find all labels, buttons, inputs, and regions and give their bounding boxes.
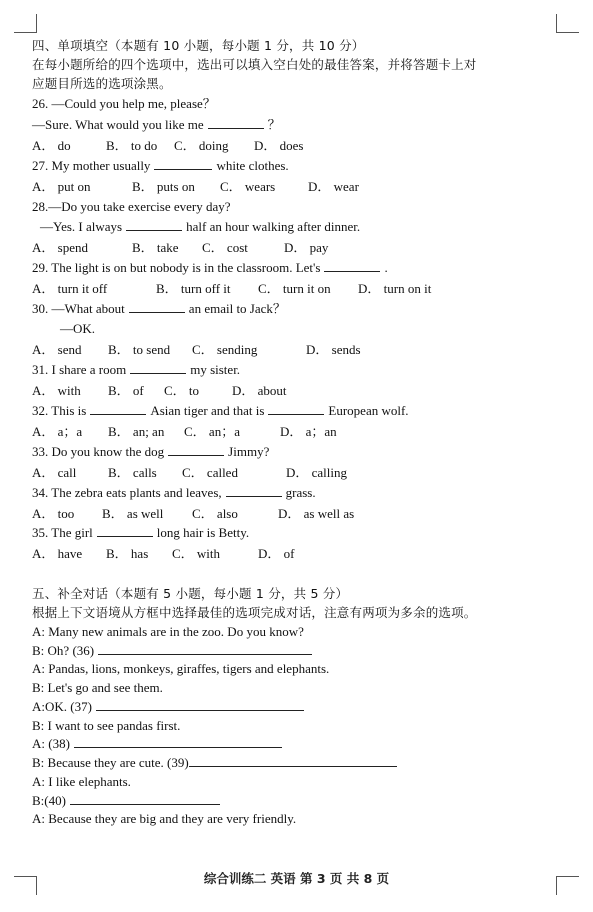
option-a[interactable]: A． send <box>32 342 82 357</box>
answer-blank[interactable] <box>268 403 324 415</box>
answer-blank[interactable] <box>130 362 186 374</box>
crop-mark-top-left <box>14 14 37 33</box>
option-b[interactable]: B． puts on <box>132 179 195 194</box>
q29-options <box>32 281 431 297</box>
q31-stem: 31. I share a room my sister. <box>32 362 241 377</box>
option-b[interactable]: B． to do <box>106 138 158 153</box>
q35-stem: 35. The girl long hair is Betty. <box>32 525 250 540</box>
dialogue-line-40: B:(40) <box>32 793 224 809</box>
answer-blank-36[interactable] <box>98 643 312 655</box>
option-c[interactable]: C． also <box>192 506 238 521</box>
q33-options <box>32 465 347 481</box>
q28-stem: 28.—Do you take exercise every day? <box>32 199 231 214</box>
q26-stem2: —Sure. What would you like me ？ <box>32 117 281 132</box>
q28-options <box>32 240 328 256</box>
option-c[interactable]: C． turn it on <box>258 281 331 296</box>
q33-stem: 33. Do you know the dog Jimmy? <box>32 444 270 459</box>
q30-stem2: —OK. <box>60 321 96 336</box>
option-d[interactable]: D． as well as <box>278 506 355 521</box>
option-d[interactable]: D． sends <box>306 342 361 357</box>
answer-blank[interactable] <box>226 485 282 497</box>
answer-blank[interactable] <box>168 444 224 456</box>
answer-blank-37[interactable] <box>96 699 304 711</box>
option-d[interactable]: D． of <box>258 546 295 561</box>
option-d[interactable]: D． wear <box>308 179 359 194</box>
option-c[interactable]: C． sending <box>192 342 258 357</box>
option-b[interactable]: B． turn off it <box>156 281 231 296</box>
dialogue-line: A: Pandas, lions, monkeys, giraffes, tigers and elephants. <box>32 661 330 676</box>
dialogue-line-38: A: (38) <box>32 736 286 752</box>
section4-instruction-1: 在每小题所给的四个选项中，选出可以填入空白处的最佳答案，并将答题卡上对 <box>32 57 477 72</box>
option-c[interactable]: C． to <box>164 383 200 398</box>
option-a[interactable]: A． put on <box>32 179 91 194</box>
q26-options <box>32 138 303 154</box>
option-a[interactable]: A． too <box>32 506 75 521</box>
dialogue-line: A: Many new animals are in the zoo. Do you know? <box>32 624 304 639</box>
answer-blank[interactable] <box>324 260 380 272</box>
q32-stem: 32. This is Asian tiger and that is European wolf. <box>32 403 409 418</box>
q29-stem: 29. The light is on but nobody is in the classroom. Let's . <box>32 260 388 275</box>
dialogue-line-37: A:OK. (37) <box>32 699 308 715</box>
answer-blank-40[interactable] <box>70 793 220 805</box>
answer-blank-39[interactable] <box>189 755 397 767</box>
option-a[interactable]: A． with <box>32 383 81 398</box>
dialogue-line: B: Let's go and see them. <box>32 680 163 695</box>
option-a[interactable]: A． turn it off <box>32 281 108 296</box>
option-a[interactable]: A． call <box>32 465 77 480</box>
answer-blank[interactable] <box>126 219 182 231</box>
option-d[interactable]: D． calling <box>286 465 348 480</box>
section4-heading: 四、单项填空（本题有 10 小题，每小题 1 分，共 10 分） <box>32 38 365 53</box>
section4-instruction-2: 应题目所选的选项涂黑。 <box>32 76 172 91</box>
q27-options <box>32 179 359 195</box>
dialogue-line-36: B: Oh? (36) <box>32 643 316 659</box>
option-b[interactable]: B． to send <box>108 342 171 357</box>
option-b[interactable]: B． of <box>108 383 144 398</box>
option-b[interactable]: B． take <box>132 240 179 255</box>
q30-options <box>32 342 361 358</box>
q30-stem: 30. —What about an email to Jack？ <box>32 301 286 316</box>
option-c[interactable]: C． an；a <box>184 424 240 439</box>
dialogue-line-39: B: Because they are cute. (39) <box>32 755 401 771</box>
option-c[interactable]: C． with <box>172 546 221 561</box>
q34-stem: 34. The zebra eats plants and leaves, grass. <box>32 485 316 500</box>
crop-mark-top-right <box>556 14 579 33</box>
answer-blank[interactable] <box>208 117 264 129</box>
dialogue-line: A: I like elephants. <box>32 774 131 789</box>
option-c[interactable]: C． cost <box>202 240 248 255</box>
option-b[interactable]: B． calls <box>108 465 157 480</box>
answer-blank[interactable] <box>129 301 185 313</box>
section5-instruction: 根据上下文语境从方框中选择最佳的选项完成对话，注意有两项为多余的选项。 <box>32 605 477 620</box>
option-d[interactable]: D． a；an <box>280 424 337 439</box>
answer-blank[interactable] <box>154 158 212 170</box>
q28-stem2: —Yes. I always half an hour walking after dinner. <box>40 219 361 234</box>
option-d[interactable]: D． does <box>254 138 304 153</box>
dialogue-line: A: Because they are big and they are very friendly. <box>32 811 297 826</box>
q27-stem: 27. My mother usually white clothes. <box>32 158 289 173</box>
q32-options <box>32 424 337 440</box>
dialogue-line: B: I want to see pandas first. <box>32 718 181 733</box>
option-d[interactable]: D． pay <box>284 240 329 255</box>
option-c[interactable]: C． doing <box>174 138 229 153</box>
option-b[interactable]: B． an; an <box>108 424 165 439</box>
q35-options <box>32 546 294 562</box>
section5-heading: 五、补全对话（本题有 5 小题，每小题 1 分，共 5 分） <box>32 586 349 601</box>
option-a[interactable]: A． a；a <box>32 424 83 439</box>
option-d[interactable]: D． turn on it <box>358 281 432 296</box>
option-d[interactable]: D． about <box>232 383 287 398</box>
q26-stem: 26. —Could you help me, please？ <box>32 96 216 111</box>
option-c[interactable]: C． wears <box>220 179 276 194</box>
option-b[interactable]: B． as well <box>102 506 164 521</box>
answer-blank[interactable] <box>97 525 153 537</box>
q31-options <box>32 383 287 399</box>
answer-blank[interactable] <box>90 403 146 415</box>
q34-options <box>32 506 354 522</box>
answer-blank-38[interactable] <box>74 736 282 748</box>
option-a[interactable]: A． spend <box>32 240 88 255</box>
option-a[interactable]: A． have <box>32 546 83 561</box>
option-a[interactable]: A． do <box>32 138 71 153</box>
page-footer: 综合训练二 英语 第 3 页 共 8 页 <box>203 871 390 886</box>
option-c[interactable]: C． called <box>182 465 238 480</box>
option-b[interactable]: B． has <box>106 546 149 561</box>
